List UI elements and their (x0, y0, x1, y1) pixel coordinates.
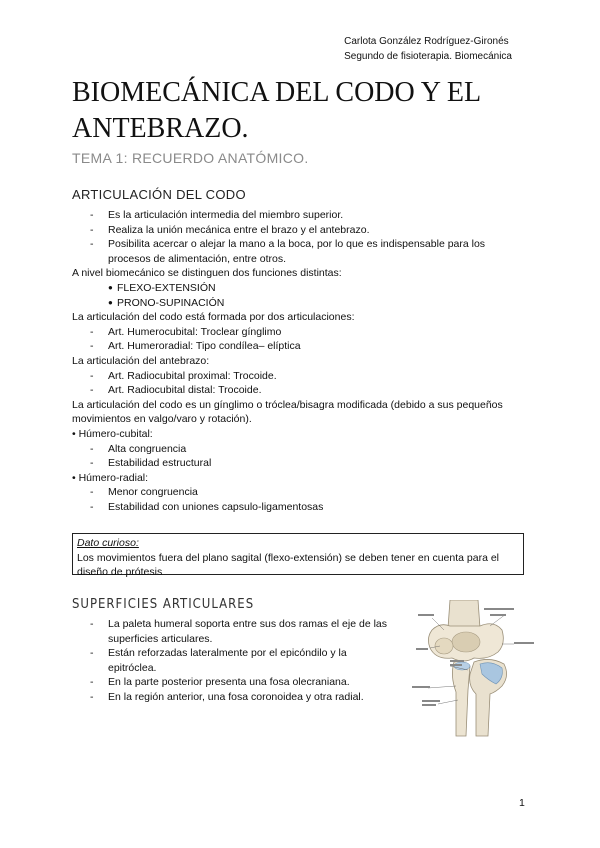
elbow-intro: La articulación del codo está formada por dos articulaciones: (72, 311, 355, 324)
list-item: - Art. Radiocubital distal: Trocoide. (72, 383, 528, 398)
list-item: - Art. Radiocubital proximal: Trocoide. (72, 369, 528, 384)
section-body-articulacion (72, 208, 528, 514)
list-item: - En la región anterior, una fosa coronoidea y otra radial. (72, 690, 392, 705)
page-header (344, 34, 512, 64)
intro-list (72, 208, 528, 266)
course-name: Segundo de fisioterapia. Biomecánica (344, 51, 512, 62)
elbow-anatomy-illustration (410, 600, 540, 740)
document-title: BIOMECÁNICA DEL CODO Y EL ANTEBRAZO. (72, 77, 481, 144)
functions-intro: A nivel biomecánico se distinguen dos funciones distintas: (72, 267, 342, 280)
list-item: - En la parte posterior presenta una fosa olecraniana. (72, 675, 392, 690)
list-item: - Están reforzadas lateralmente por el epicóndilo y la epitróclea. (72, 646, 392, 675)
dato-curioso-box (72, 533, 524, 579)
dato-curioso-text: Los movimientos fuera del plano sagital (flexo-extensión) se deben tener en cuenta para el diseño de prótesis (77, 551, 500, 579)
document-subtitle: TEMA 1: RECUERDO ANATÓMICO. (72, 150, 309, 166)
dato-curioso-label: Dato curioso: (77, 537, 139, 549)
humero-cubital-label: • Húmero-cubital: (72, 427, 153, 440)
page-number: 1 (519, 797, 525, 809)
list-item: - Art. Humerocubital: Troclear gínglimo (72, 325, 528, 340)
list-item: - Posibilita acercar o alejar la mano a la boca, por lo que es indispensable para los procesos de alimentación, entre otros. (72, 237, 528, 266)
humero-radial-label: • Húmero-radial: (72, 471, 149, 484)
list-item: ● PRONO-SUPINACIÓN (72, 296, 528, 311)
list-item: ● FLEXO-EXTENSIÓN (72, 281, 528, 296)
section-body-superficies (72, 617, 392, 705)
functions-list (72, 281, 528, 310)
forearm-list (72, 369, 528, 398)
list-item: - Realiza la unión mecánica entre el brazo y el antebrazo. (72, 223, 528, 238)
humero-cubital-list (72, 442, 528, 471)
list-item: - Alta congruencia (72, 442, 528, 457)
section-heading-articulacion: ARTICULACIÓN DEL CODO (72, 187, 246, 202)
list-item: - Art. Humeroradial: Tipo condílea– elíptica (72, 339, 528, 354)
list-item: - Estabilidad estructural (72, 456, 528, 471)
list-item: - Estabilidad con uniones capsulo-ligamentosas (72, 500, 528, 515)
list-item: - La paleta humeral soporta entre sus dos ramas el eje de las superficies articulares. (72, 617, 392, 646)
humero-radial-list (72, 485, 528, 514)
elbow-list (72, 325, 528, 354)
list-item: - Es la articulación intermedia del miembro superior. (72, 208, 528, 223)
list-item: - Menor congruencia (72, 485, 528, 500)
author-name: Carlota González Rodríguez-Gironés (344, 36, 509, 47)
forearm-intro: La articulación del antebrazo: (72, 354, 210, 367)
section-heading-superficies: SUPERFICIES ARTICULARES (72, 597, 255, 612)
ginglimo-paragraph: La articulación del codo es un gínglimo o tróclea/bisagra modificada (debido a sus pequeños movimientos en valgo/varo y rotación). (72, 398, 503, 426)
superficies-list (72, 617, 392, 705)
